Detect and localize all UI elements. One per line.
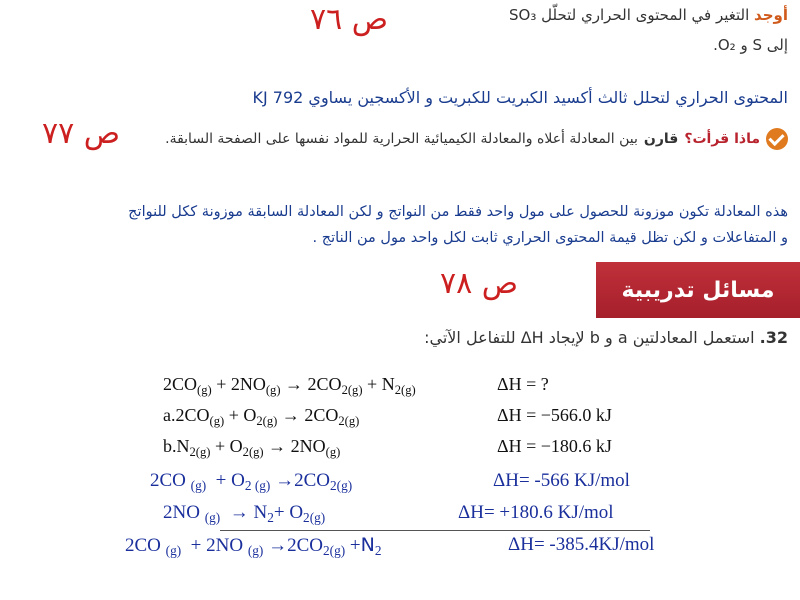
answer-equation-2: 2NO $_{(g)} \to N_2+ O_{2(g)}$ <box>163 502 326 525</box>
answer-compare-line-1: هذه المعادلة تكون موزونة للحصول على مول واحد فقط من النواتج و لكن المعادلة السابقة موزونة ككل للنواتج <box>128 204 788 220</box>
task-line-2: إلى S و O₂. <box>713 36 788 54</box>
answer-compare-line-2: و المتفاعلات و لكن تظل قيمة المحتوى الحراري ثابت لكل واحد مول من الناتج . <box>312 230 788 246</box>
answer-enthalpy: المحتوى الحراري لتحلل ثالث أكسيد الكبريت للكبريت و الأكسجين يساوي 792 KJ <box>252 88 788 107</box>
sum-divider <box>220 530 650 531</box>
check-icon <box>766 128 788 150</box>
book-equation-a-dh: ΔH = −566.0 kJ <box>497 405 612 425</box>
answer-equation-2-dh: ΔH= +180.6 KJ/mol <box>458 502 614 523</box>
book-equation-b-label: b. <box>163 436 177 456</box>
practice-problems-banner: مسائل تدريبية <box>596 262 800 318</box>
what-read-verb: قارن <box>643 131 679 147</box>
problem-32 <box>424 328 788 347</box>
problem-text: استعمل المعادلتين a و b لإيجاد ΔH للتفاعل الآتي: <box>424 328 755 347</box>
task-line-1 <box>509 6 788 24</box>
page-label-78: ص ٧٨ <box>440 266 519 301</box>
book-equation-main-dh: ΔH = ? <box>497 374 549 394</box>
answer-equation-3: 2CO $_{(g)}$ + 2NO $_{(g)} \to 2CO_{2(g)} +N_2$ <box>125 534 382 558</box>
problem-number: 32. <box>759 328 788 347</box>
book-equation-b: $b.N_{2(g)} + O_{2(g)} \to 2NO_{(g)}$ <box>163 436 341 459</box>
answer-equation-3-dh: ΔH= -385.4KJ/mol <box>508 534 655 555</box>
answer-equation-1: 2CO $_{(g)} + O_{2 (g)} \to 2CO_{2(g)}$ <box>150 470 353 493</box>
what-read-label: ماذا قرأت؟ <box>684 131 760 147</box>
task-text: التغير في المحتوى الحراري لتحلّل SO₃ <box>509 6 750 24</box>
task-prefix: أوجد <box>754 6 788 24</box>
page-label-76: ص ٧٦ <box>310 2 389 37</box>
book-equation-a: $a.2CO_{(g)} + O_{2(g)} \to 2CO_{2(g)}$ <box>163 405 360 428</box>
book-equation-b-dh: ΔH = −180.6 kJ <box>497 436 612 456</box>
book-equation-main: $2CO_{(g)} + 2NO_{(g)} \to 2CO_{2(g)} + N_{2(g)}$ <box>163 374 416 397</box>
what-read-text: بين المعادلة أعلاه والمعادلة الكيميائية الحرارية للمواد نفسها على الصفحة السابقة. <box>165 131 638 147</box>
answer-equation-1-dh: ΔH= -566 KJ/mol <box>493 470 630 491</box>
page-label-77: ص ٧٧ <box>42 116 121 151</box>
book-equation-a-label: a. <box>163 405 176 425</box>
what-read-line <box>165 128 788 150</box>
